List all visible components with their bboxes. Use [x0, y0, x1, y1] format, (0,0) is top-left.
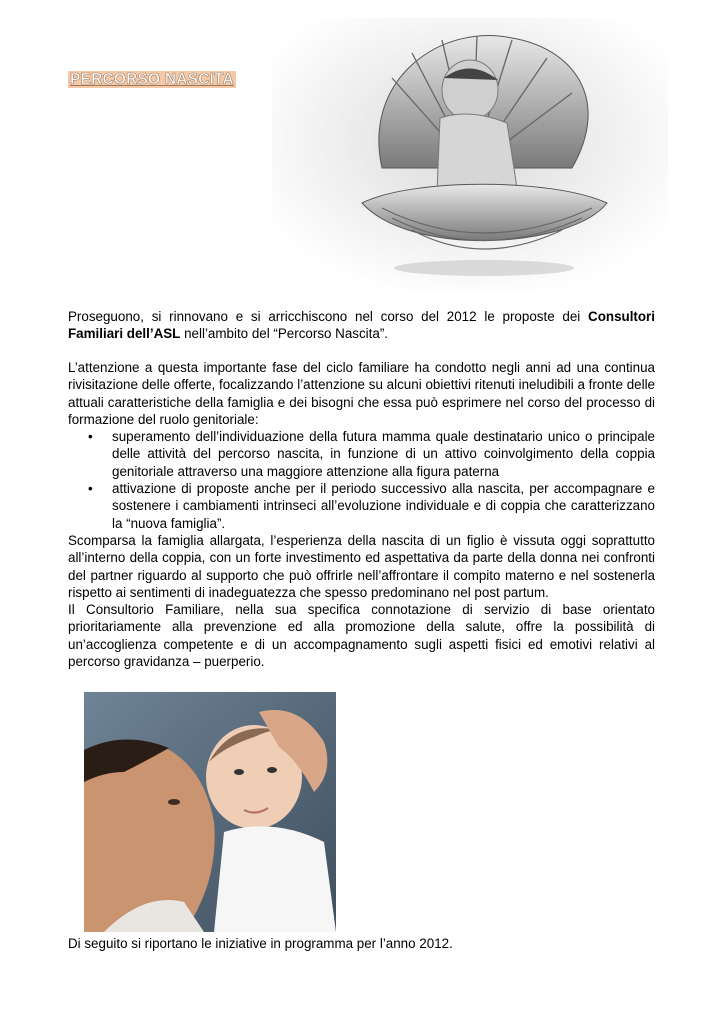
paragraph-attention: L’attenzione a questa importante fase del ciclo familiare ha condotto negli anni ad una continua rivisitazione delle offerte, focalizzando l’attenzione su alcuni obiettivi ritenuti ineludibili a fronte delle attuali caratteristiche della famiglia e dei bisogni che essa può esprimere nel corso del processo di formazione del ruolo genitoriale:	[68, 360, 655, 427]
page-title: PERCORSO NASCITA	[70, 71, 234, 88]
bullet-icon: •	[88, 481, 93, 497]
body-text	[68, 359, 655, 670]
intro-text-start: Proseguono, si rinnovano e si arricchiscono nel corso del 2012 le proposte dei	[68, 309, 589, 324]
list-item	[68, 480, 655, 532]
intro-paragraph	[68, 308, 655, 343]
paragraph-family: Scomparsa la famiglia allargata, l’esperienza della nascita di un figlio è vissuta oggi soprattutto all’interno della coppia, con un forte investimento ed aspettativa da parte della donna nei confronti del partner riguardo al supporto che può offrirle nell’affrontare il compito materno e nel sostenerla rispetto ai sentimenti di inadeguatezza che spesso predominano nel post partum.	[68, 532, 655, 600]
intro-text-end: nell’ambito del “Percorso Nascita”.	[180, 326, 389, 342]
paragraph-consultorio: Il Consultorio Familiare, nella sua specifica connotazione di servizio di base orientato prioritariamente alla prevenzione ed alla promozione della salute, offre la possibilità di un’accoglienza competente e di un accompagnamento sugli aspetti fisici ed emotivi relativi al percorso gravidanza – puerperio.	[68, 602, 655, 670]
intro-bold-text: Consultori Familiari dell’ASL	[68, 309, 655, 342]
closing-line: Di seguito si riportano le iniziative in programma per l’anno 2012.	[68, 936, 453, 951]
objectives-list	[68, 428, 655, 532]
list-item	[68, 428, 655, 480]
father-and-baby-photo	[84, 692, 336, 932]
bullet-icon: •	[88, 429, 93, 445]
list-item-text: superamento dell’individuazione della futura mamma quale destinatario unico o principale delle attività del percorso nascita, in funzione di un attivo coinvolgimento della coppia genitoriale attraverso una maggiore attenzione alla figura paterna	[112, 429, 655, 479]
baby-in-shell-image	[272, 18, 668, 290]
list-item-text: attivazione di proposte anche per il periodo successivo alla nascita, per accompagnare e sostenere i cambiamenti intrinseci all’evoluzione individuale e di coppia che caratterizzano la “nuova famiglia”.	[112, 481, 655, 531]
